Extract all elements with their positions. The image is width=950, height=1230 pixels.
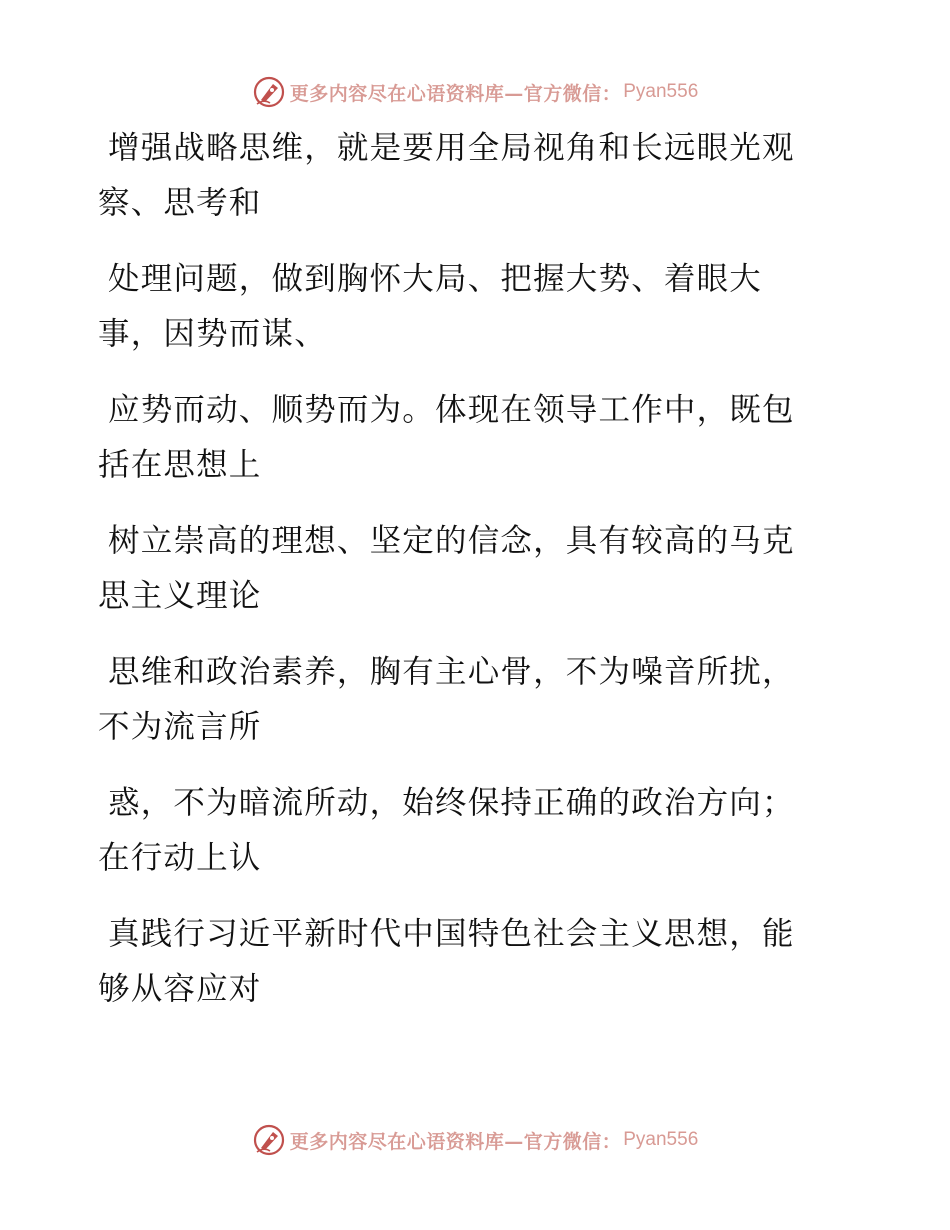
text-line: 处理问题，做到胸怀大局、把握大势、着眼大 xyxy=(108,261,763,297)
text-line: 察、思考和 xyxy=(98,185,262,221)
paragraph xyxy=(98,776,858,886)
text-line: 思主义理论 xyxy=(98,578,262,614)
paragraph xyxy=(98,514,858,624)
footer-watermark xyxy=(0,1120,950,1160)
text-line: 树立崇高的理想、坚定的信念，具有较高的马克 xyxy=(108,523,795,559)
pen-nib-logo-icon xyxy=(252,1123,286,1157)
paragraph xyxy=(98,907,858,1017)
paragraph xyxy=(98,383,858,493)
text-line: 不为流言所 xyxy=(98,709,262,745)
text-line: 在行动上认 xyxy=(98,840,262,876)
watermark-wechat-id: Pyan556 xyxy=(623,1129,699,1150)
text-line: 括在思想上 xyxy=(98,447,262,483)
watermark-text: 更多内容尽在心语资料库—官方微信： xyxy=(289,1130,622,1153)
pen-nib-logo-icon xyxy=(252,75,286,109)
watermark-wechat-id: Pyan556 xyxy=(623,81,699,102)
text-line: 增强战略思维，就是要用全局视角和长远眼光观 xyxy=(108,130,795,166)
text-line: 够从容应对 xyxy=(98,971,262,1007)
header-watermark xyxy=(0,72,950,112)
text-line: 思维和政治素养，胸有主心骨，不为噪音所扰， xyxy=(108,654,795,690)
paragraph xyxy=(98,645,858,755)
watermark-text: 更多内容尽在心语资料库—官方微信： xyxy=(289,82,622,105)
text-line: 应势而动、顺势而为。体现在领导工作中，既包 xyxy=(108,392,795,428)
paragraph xyxy=(98,252,858,362)
document-body xyxy=(98,121,858,1038)
text-line: 事，因势而谋、 xyxy=(98,316,327,352)
text-line: 真践行习近平新时代中国特色社会主义思想，能 xyxy=(108,916,795,952)
paragraph xyxy=(98,121,858,231)
text-line: 惑，不为暗流所动，始终保持正确的政治方向； xyxy=(108,785,795,821)
